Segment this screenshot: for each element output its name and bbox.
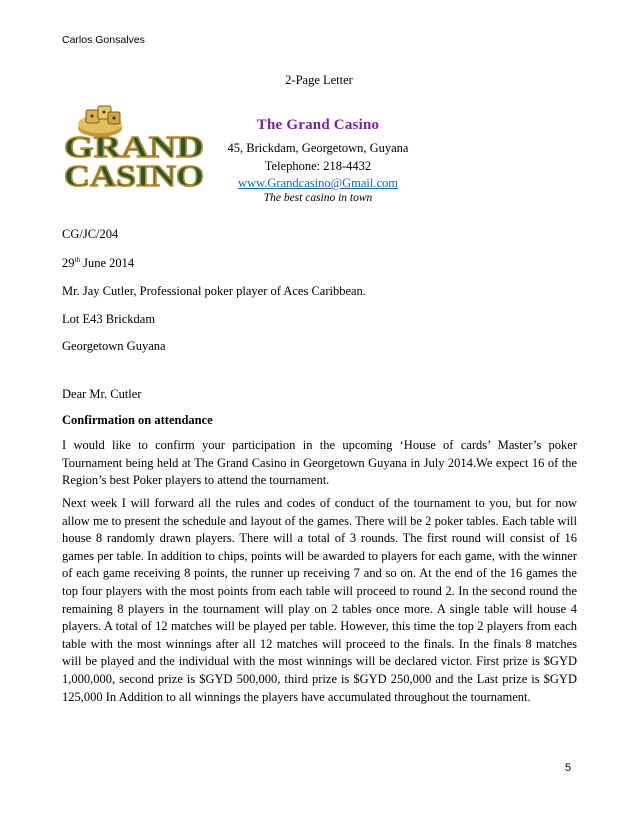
letter-date [62,256,134,271]
recipient-address-line1: Lot E43 Brickdam [62,312,156,326]
casino-telephone: Telephone: 218-4432 [264,159,372,173]
date-suffix: th [74,256,80,264]
logo-text-casino: CASINO [64,158,204,190]
body-paragraph-1: I would like to confirm your participation in the upcoming ‘House of cards’ Master’s poker Tournament being held at The Grand Casino in Georgetown Guyana in July 2014.We expect 16 of the Region’s best Poker players to attend the tournament. [62,438,577,488]
casino-address: 45, Brickdam, Georgetown, Guyana [227,141,409,155]
casino-email-link[interactable]: www.Grandcasino@Gmail.com [238,176,398,190]
subject-line: Confirmation on attendance [62,413,213,427]
casino-name: The Grand Casino [256,117,380,133]
reference-number: CG/JC/204 [62,227,119,241]
recipient-address-line2: Georgetown Guyana [62,339,166,353]
date-month-year: June 2014 [79,256,135,270]
casino-slogan: The best casino in town [263,192,373,204]
recipient-name: Mr. Jay Cutler, Professional poker player of Aces Caribbean. [62,284,366,298]
page-number: 5 [565,762,572,774]
body-paragraph-2: Next week I will forward all the rules and codes of conduct of the tournament to you, but for now allow me to present the schedule and layout of the games. There will be 2 poker tables. Each table will house 8 randomly drawn players. There will a total of 3 rounds. The first round will consist of 16 games per table. In addition to chips, points will be awarded to players for each game, with the winner of each game receiving 8 points, the runner up receiving 7 and so on. At the end of the 16 games the top four players with the most points from each table will proceed to round 2. In the second round the remaining 8 players in the tournament will play on 2 tables once more. A single table will house 4 players. A total of 12 matches will be played per table. However, this time the top 2 players from each table with the most winnings after all 12 matches will proceed to the finals. In the finals 8 matches will be played and the individual with the most winnings will be declared victor. First prize is $GYD 1,000,000, second prize is $GYD 500,000, third prize is $GYD 250,000 and the Last prize is $GYD 125,000 In Addition to all winnings the players have accumulated throughout the tournament. [62,496,577,704]
salutation: Dear Mr. Cutler [62,387,142,401]
header-author: Carlos Gonsalves [62,34,145,46]
logo-text-grand: GRAND [64,129,204,164]
date-day: 29 [62,256,75,270]
document-type: 2-Page Letter [285,73,353,87]
